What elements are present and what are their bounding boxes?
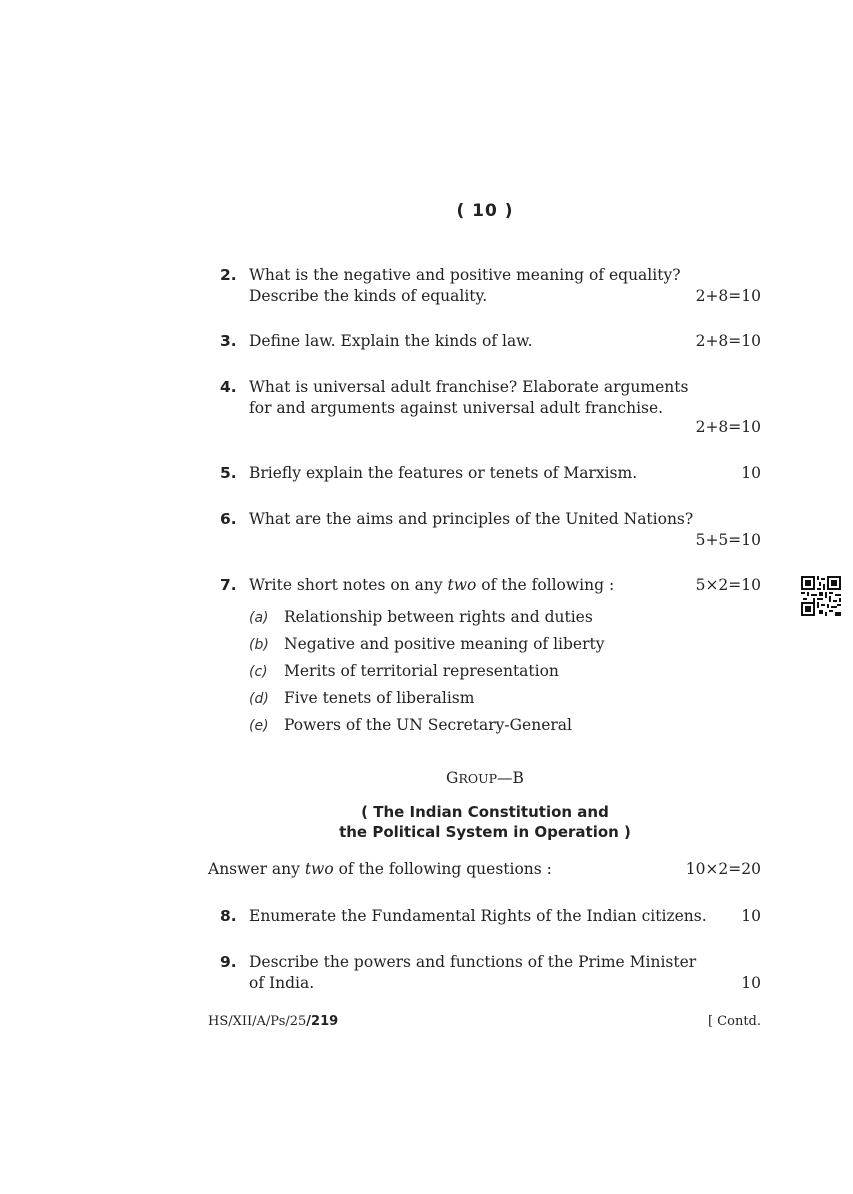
emphasis: two <box>304 860 334 878</box>
marks: 10 <box>741 974 761 992</box>
question-number: 5. <box>220 464 237 482</box>
question-text-line: for and arguments against universal adult franchise. <box>249 399 664 417</box>
option-item <box>249 631 605 658</box>
question-9 <box>220 952 761 994</box>
question-7 <box>220 575 761 596</box>
option-label: (e) <box>249 718 269 734</box>
option-label: (b) <box>249 637 269 653</box>
group-letter: B <box>512 769 524 787</box>
question-text-line: Define law. Explain the kinds of law. <box>249 332 533 350</box>
text: Write short notes on any <box>249 576 448 594</box>
option-label: (d) <box>249 691 269 707</box>
option-item <box>249 658 605 685</box>
option-text: Merits of territorial representation <box>284 662 559 680</box>
group-rest: ROUP <box>458 771 498 786</box>
option-item <box>249 685 605 712</box>
question-text-line <box>249 575 761 596</box>
question-text-line: of India. <box>249 974 315 992</box>
option-item <box>249 604 605 631</box>
question-text-line: Briefly explain the features or tenets of Marxism. <box>249 464 638 482</box>
page-number: ( 10 ) <box>456 201 514 221</box>
option-text: Five tenets of liberalism <box>284 689 475 707</box>
option-text: Powers of the UN Secretary-General <box>284 716 572 734</box>
question-number: 2. <box>220 266 237 284</box>
question-text-line: What is the negative and positive meaning of equality? <box>249 266 681 284</box>
marks: 10 <box>741 907 761 925</box>
paper-code-bold: /219 <box>306 1014 339 1029</box>
question-text-line: Describe the kinds of equality. <box>249 287 488 305</box>
option-label: (a) <box>249 610 269 626</box>
option-text: Negative and positive meaning of liberty <box>284 635 605 653</box>
group-subtitle <box>0 802 853 842</box>
text: of the following questions : <box>333 860 552 878</box>
marks: 10×2=20 <box>685 860 761 878</box>
marks: 2+8=10 <box>695 418 761 436</box>
option-label: (c) <box>249 664 268 680</box>
question-text-line: What is universal adult franchise? Elaborate arguments <box>249 378 689 396</box>
subtitle-line: the Political System in Operation ) <box>339 823 631 841</box>
options-list <box>249 604 605 739</box>
group-initial: G <box>446 769 459 787</box>
marks: 5×2=10 <box>695 576 761 594</box>
group-dash: — <box>497 769 513 787</box>
paper-code <box>208 1014 338 1029</box>
emphasis: two <box>447 576 477 594</box>
instruction <box>208 859 761 880</box>
question-4 <box>220 377 761 436</box>
marks: 10 <box>741 464 761 482</box>
question-5 <box>220 463 761 484</box>
continued-note: [ Contd. <box>707 1014 761 1029</box>
question-text-line: Enumerate the Fundamental Rights of the Indian citizens. <box>249 907 707 925</box>
question-text-line: Describe the powers and functions of the Prime Minister <box>249 953 697 971</box>
question-number: 4. <box>220 378 237 396</box>
option-item <box>249 712 605 739</box>
option-text: Relationship between rights and duties <box>284 608 593 626</box>
subtitle-line: ( The Indian Constitution and <box>361 803 609 821</box>
paper-code-text: HS/XII/A/Ps/25 <box>208 1014 307 1029</box>
question-6 <box>220 509 761 549</box>
question-number: 8. <box>220 907 237 925</box>
question-number: 3. <box>220 332 237 350</box>
question-text-line: What are the aims and principles of the United Nations? <box>249 510 694 528</box>
question-number: 6. <box>220 510 237 528</box>
question-number: 7. <box>220 576 237 594</box>
marks: 2+8=10 <box>695 332 761 350</box>
marks: 2+8=10 <box>695 287 761 305</box>
question-3 <box>220 331 761 352</box>
text: of the following : <box>476 576 615 594</box>
question-2 <box>220 265 761 307</box>
qr-code-icon <box>801 576 841 616</box>
question-number: 9. <box>220 953 237 971</box>
text: Answer any <box>208 860 305 878</box>
marks: 5+5=10 <box>695 531 761 549</box>
question-8 <box>220 906 761 927</box>
group-heading <box>0 769 853 787</box>
